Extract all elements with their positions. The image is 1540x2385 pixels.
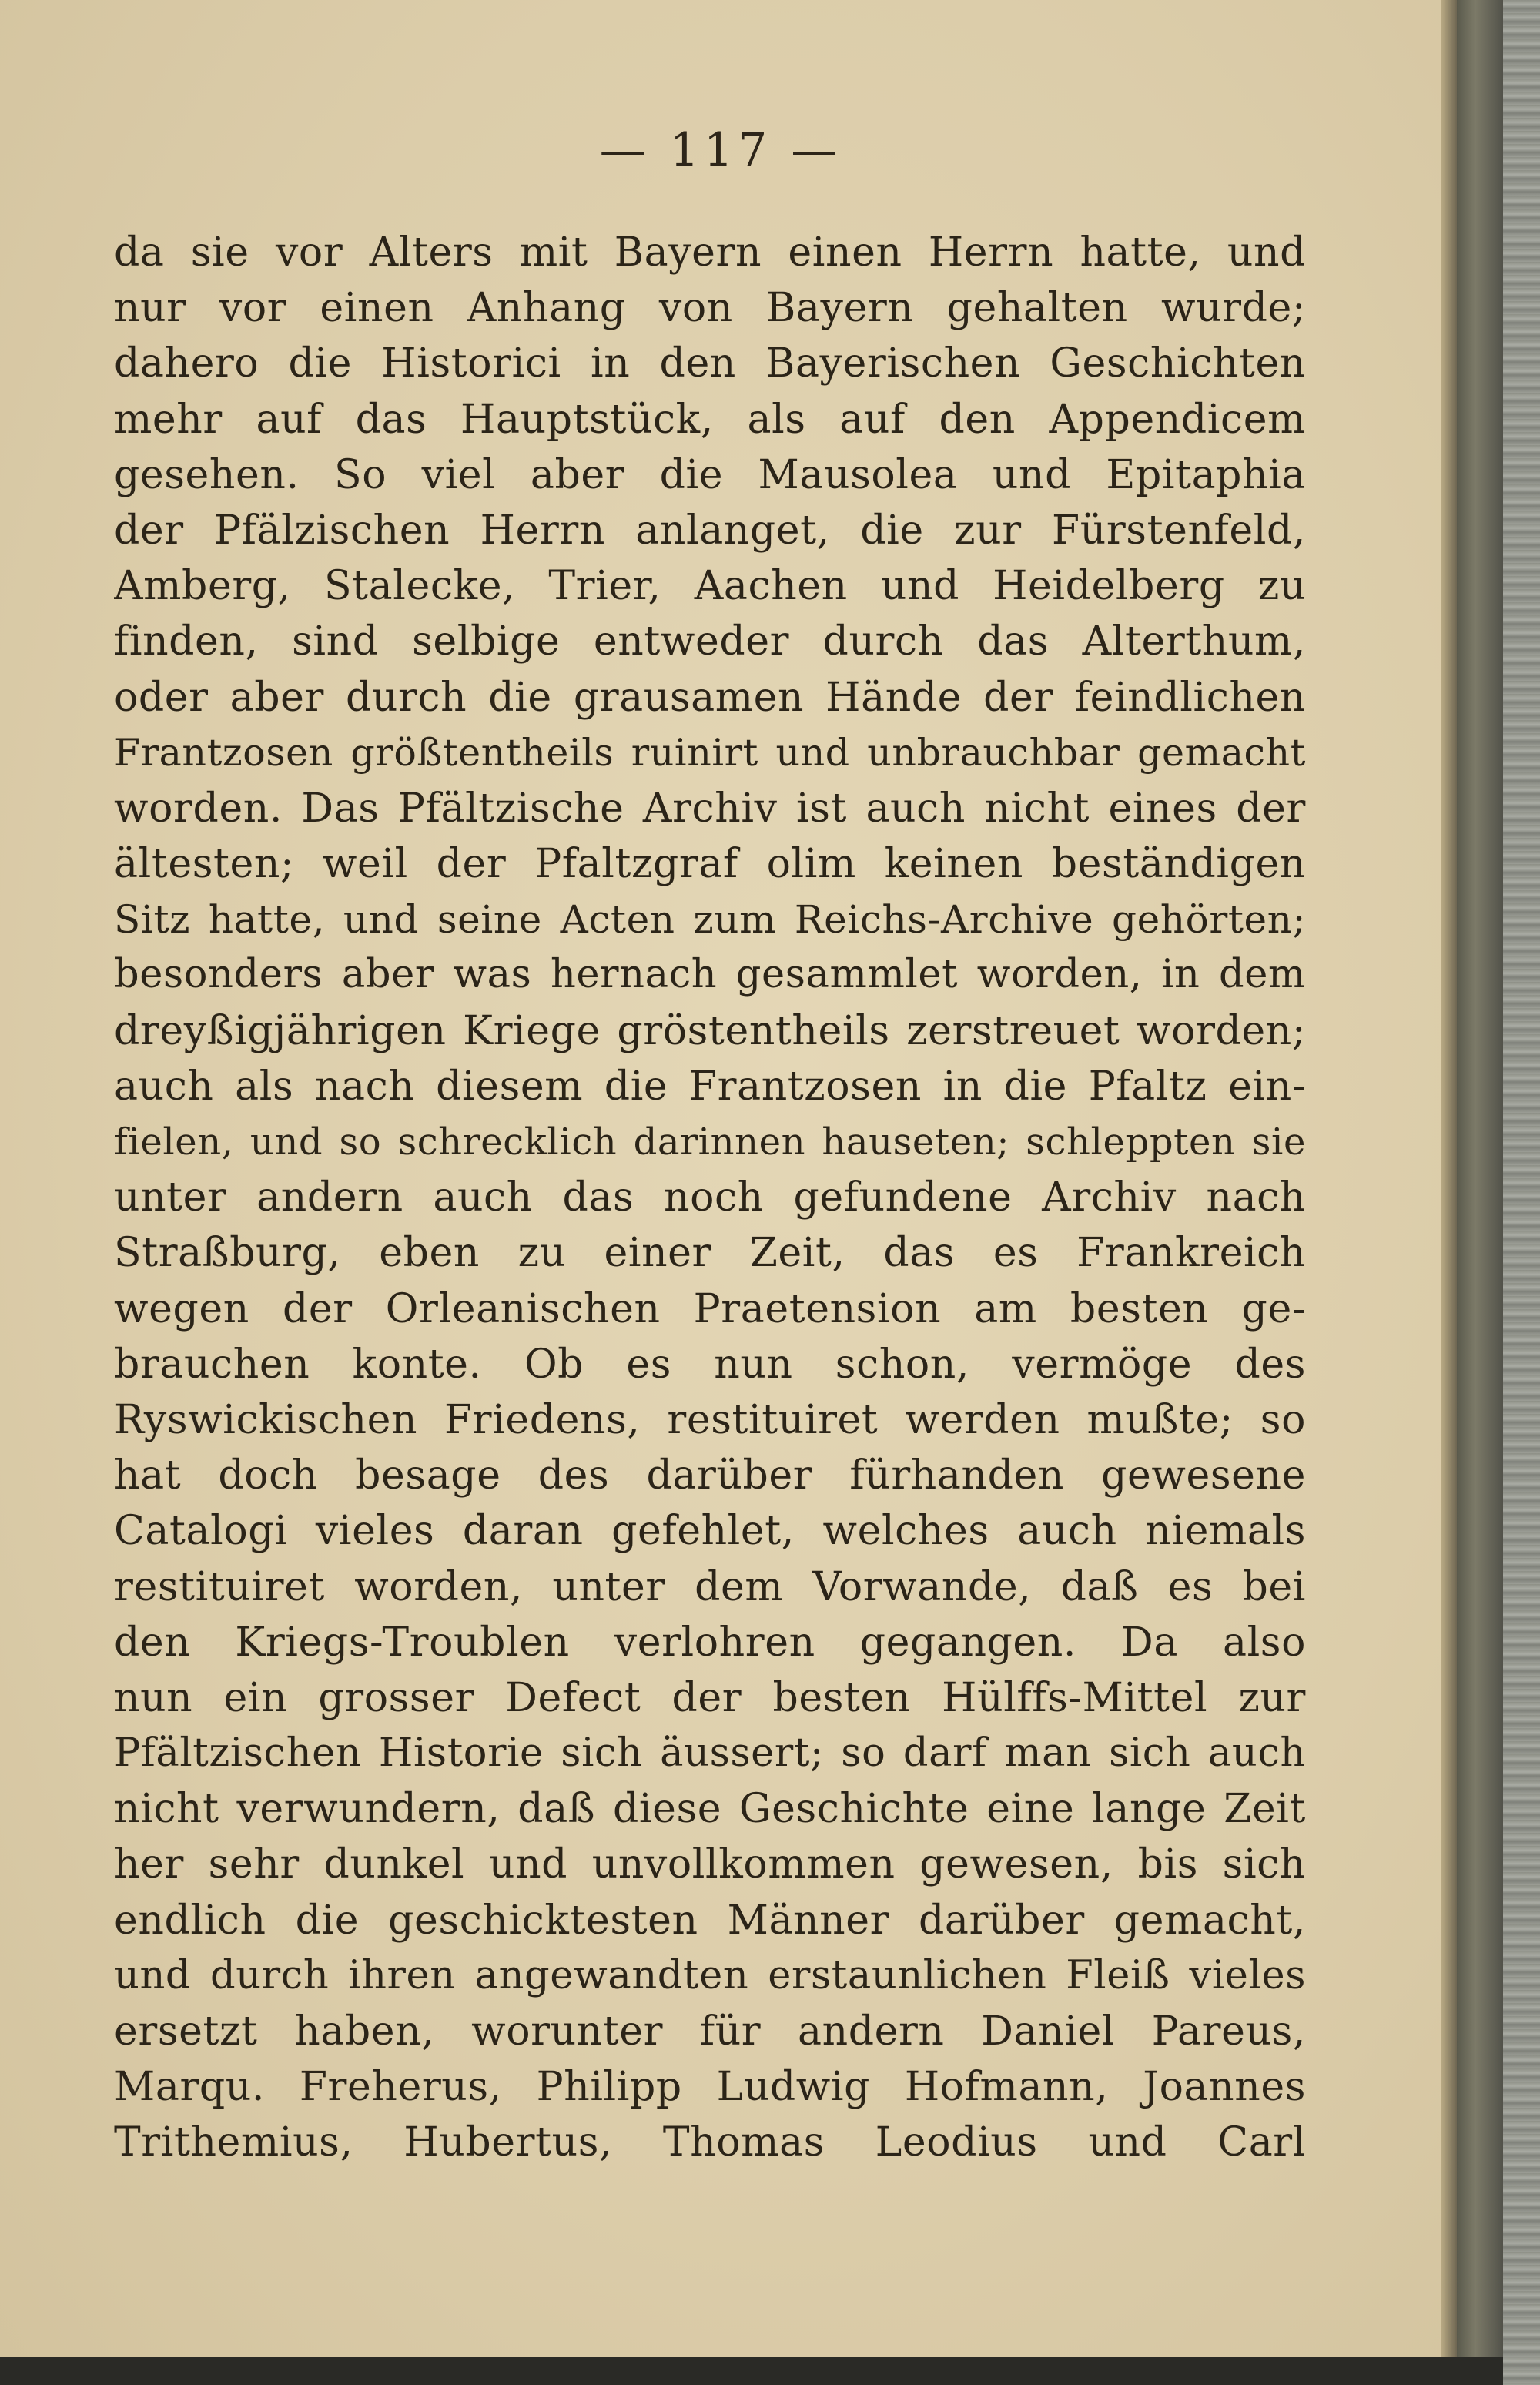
text-line: der Pfälzischen Herrn anlanget, die zur Fürstenfeld,: [114, 507, 1306, 554]
text-line: nun ein grosser Defect der besten Hülffs-Mittel zur: [114, 1674, 1306, 1721]
page-number: — 117 —: [599, 123, 842, 177]
text-line: Ryswickischen Friedens, restituiret werden mußte; so: [114, 1396, 1306, 1443]
text-line: gesehen. So viel aber die Mausolea und Epitaphia: [114, 451, 1306, 498]
text-line: da sie vor Alters mit Bayern einen Herrn hatte, und: [114, 229, 1306, 276]
text-line: worden. Das Pfältzische Archiv ist auch nicht eines der: [114, 785, 1306, 832]
text-line: den Kriegs-Troublen verlohren gegangen. Da also: [114, 1619, 1306, 1666]
text-line: unter andern auch das noch gefundene Archiv nach: [114, 1174, 1306, 1221]
text-line: Pfältzischen Historie sich äussert; so darf man sich auch: [114, 1730, 1306, 1777]
text-line: besonders aber was hernach gesammlet worden, in dem: [114, 952, 1306, 998]
text-line: her sehr dunkel und unvollkommen gewesen, bis sich: [114, 1841, 1306, 1888]
book-cover-edge: [1503, 0, 1540, 2385]
text-line: Trithemius, Hubertus, Thomas Leodius und Carl: [114, 2119, 1306, 2166]
text-line: finden, sind selbige entweder durch das Alterthum,: [114, 618, 1306, 665]
text-line: Sitz hatte, und seine Acten zum Reichs-Archive gehörten;: [114, 897, 1306, 943]
page-edge: [1441, 0, 1457, 2357]
text-line: ältesten; weil der Pfaltzgraf olim keinen beständigen: [114, 841, 1306, 888]
text-line: dahero die Historici in den Bayerischen Geschichten: [114, 340, 1306, 387]
text-line: endlich die geschicktesten Männer darüber gemacht,: [114, 1897, 1306, 1944]
text-line: nicht verwundern, daß diese Geschichte eine lange Zeit: [114, 1786, 1306, 1833]
text-line: Marqu. Freherus, Philipp Ludwig Hofmann, Joannes: [114, 2064, 1306, 2111]
book-spine: [1457, 0, 1503, 2385]
text-line: mehr auf das Hauptstück, als auf den Appendicem: [114, 396, 1306, 443]
bottom-shadow: [0, 2357, 1503, 2385]
text-line: Catalogi vieles daran gefehlet, welches auch niemals: [114, 1508, 1306, 1555]
text-line: dreyßigjährigen Kriege gröstentheils zerstreuet worden;: [114, 1007, 1306, 1054]
text-line: und durch ihren angewandten erstaunlichen Fleiß vieles: [114, 1952, 1306, 1998]
text-line: Straßburg, eben zu einer Zeit, das es Frankreich: [114, 1230, 1306, 1277]
text-line: auch als nach diesem die Frantzosen in die Pfaltz ein-: [114, 1063, 1306, 1110]
text-line: Frantzosen größtentheils ruinirt und unbrauchbar gemacht: [114, 730, 1306, 775]
text-line: hat doch besage des darüber fürhanden gewesene: [114, 1452, 1306, 1499]
body-text: [114, 225, 1306, 2171]
text-line: restituiret worden, unter dem Vorwande, daß es bei: [114, 1563, 1306, 1610]
text-line: wegen der Orleanischen Praetension am besten ge-: [114, 1285, 1306, 1332]
text-line: ersetzt haben, worunter für andern Daniel Pareus,: [114, 2008, 1306, 2055]
text-line: brauchen konte. Ob es nun schon, vermöge des: [114, 1341, 1306, 1388]
text-line: Amberg, Stalecke, Trier, Aachen und Heidelberg zu: [114, 563, 1306, 610]
text-line: fielen, und so schrecklich darinnen hauseten; schleppten sie: [114, 1120, 1306, 1164]
text-line: oder aber durch die grausamen Hände der feindlichen: [114, 674, 1306, 721]
text-line: nur vor einen Anhang von Bayern gehalten wurde;: [114, 285, 1306, 332]
